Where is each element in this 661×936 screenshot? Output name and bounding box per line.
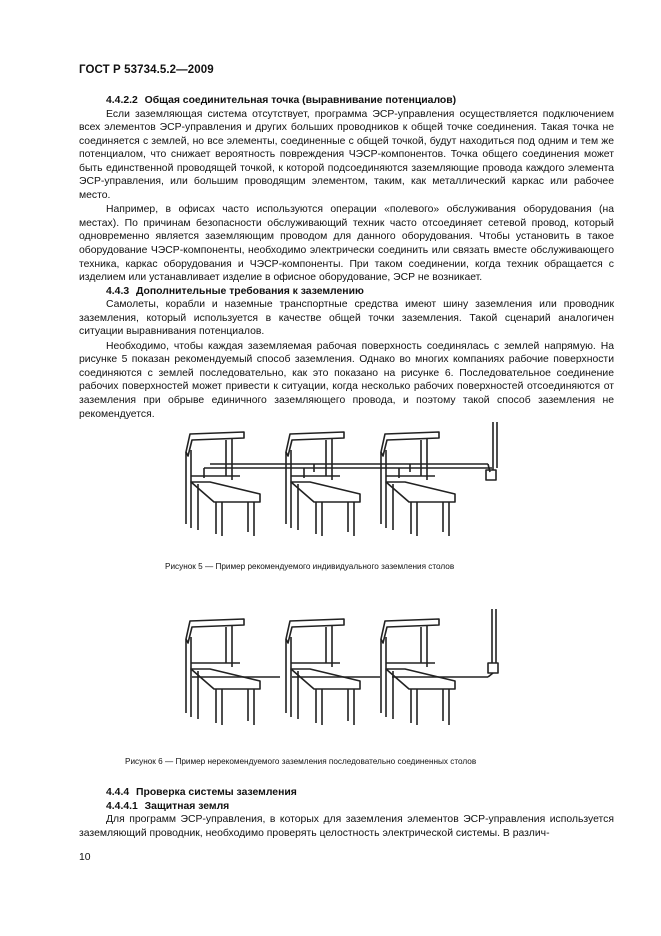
text-block-upper xyxy=(79,94,614,421)
text-block-lower xyxy=(79,786,614,840)
paragraph: Например, в офисах часто используются операции «полевого» обслуживания оборудования (на местах). По причинам безопасности обслуживающий техник часто отсоединяет сетевой провод, который одновременно является заземляющим проводом для данного оборудования. Чтобы установить в такое оборудование ЧЭСР-компоненты, необходимо электрически соединить или связать вместе обслуживающего техника, каркас оборудования и ЧЭСР-компоненты. При таком соединении, когда техник обращается с изделием или устанавливает изделие в офисное оборудование, ЭСР не возникает. xyxy=(79,204,614,284)
paragraph: Если заземляющая система отсутствует, программа ЭСР-управления осуществляется подключением всех элементов ЭСР-управления и других больших проводников к общей точке соединения. Такая точка не соединяется с землей, но все элементы, соединенные с общей точкой, будут находиться под одним и тем же потенциалом, что снижает вероятность повреждения ЧЭСР-компонентов. Точка общего соединения может быть единственной проводящей точкой, к которой подсоединяются заземляющие провода каждого элемента ЭСР-управления, или большим проводящим элементом, таким, как металлический каркас или рабочее место. xyxy=(79,108,614,201)
paragraph: Самолеты, корабли и наземные транспортные средства имеют шину заземления или проводник заземления, который используется в качестве общей точки заземления. Такой сценарий аналогичен ситуации выравнивания потенциалов. xyxy=(79,299,614,338)
figure-6-drawing xyxy=(170,605,510,740)
paragraph: Необходимо, чтобы каждая заземляемая рабочая поверхность соединялась с землей напрямую. На рисунке 5 показан рекомендуемый способ заземления. Однако во многих компаниях рабочие поверхности соединяются с землей последовательно, как это показано на рисунке 6. Последовательное соединение рабочих поверхностей может привести к ситуации, когда несколько рабочих поверхностей отсоединяются от заземления при обрыве единичного заземляющего провода, и поэтому такой способ заземления не рекомендуется. xyxy=(79,340,614,420)
paragraph: Для программ ЭСР-управления, в которых для заземления элементов ЭСР-управления используется заземляющий проводник, необходимо проверять целостность электрической системы. В различ- xyxy=(79,814,614,839)
section-heading-443: 4.4.3 Дополнительные требования к заземлению xyxy=(106,285,364,297)
section-heading-444: 4.4.4 Проверка системы заземления xyxy=(106,787,297,798)
figure-5-caption: Рисунок 5 — Пример рекомендуемого индивидуального заземления столов xyxy=(165,562,455,571)
section-heading-4441: 4.4.4.1 Защитная земля xyxy=(106,800,230,812)
document-id: ГОСТ Р 53734.5.2—2009 xyxy=(79,64,214,76)
figure-5-drawing xyxy=(170,420,510,550)
section-heading-4422: 4.4.2.2 Общая соединительная точка (выравнивание потенциалов) xyxy=(106,95,457,106)
page-number: 10 xyxy=(79,852,91,863)
figure-6-caption: Рисунок 6 — Пример нерекомендуемого заземления последовательно соединенных столов xyxy=(125,757,477,766)
